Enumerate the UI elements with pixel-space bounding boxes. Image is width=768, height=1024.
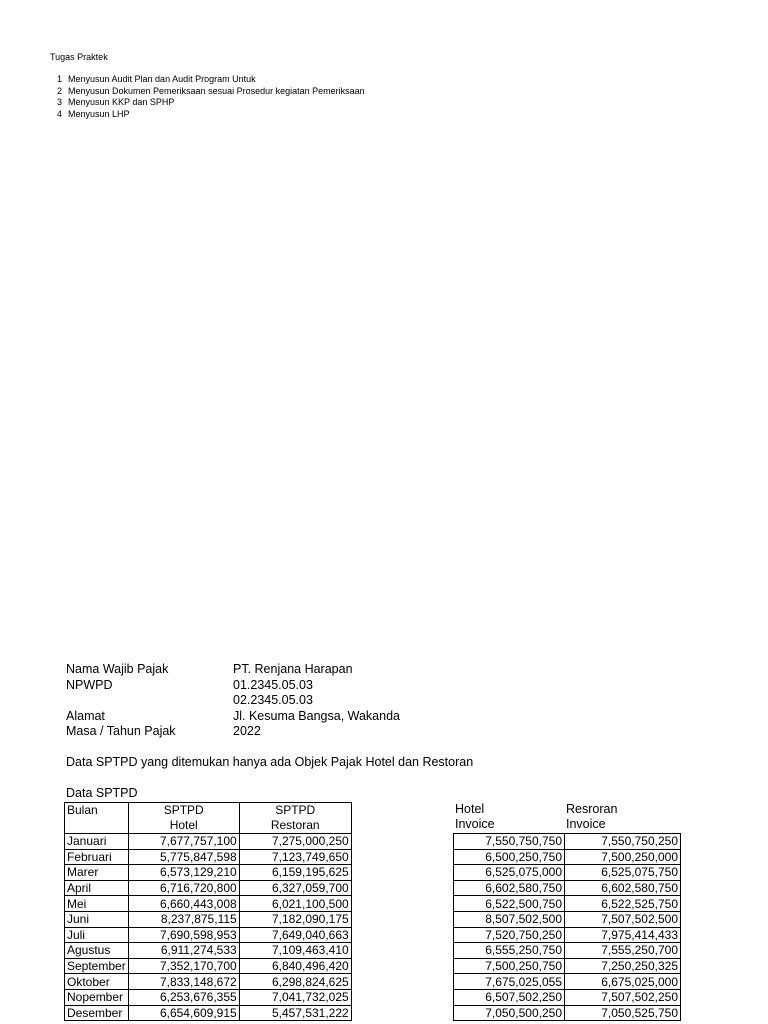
task-text: Menyusun LHP — [68, 108, 130, 119]
alamat-label: Alamat — [66, 709, 105, 723]
nama-wajib-pajak-label: Nama Wajib Pajak — [66, 662, 169, 676]
hotel-cell: 8,237,875,115 — [128, 911, 239, 927]
invoice-hotel-cell: 7,675,025,055 — [454, 974, 565, 990]
hotel-cell: 6,911,274,533 — [128, 943, 239, 959]
hotel-cell: 7,677,757,100 — [128, 834, 239, 850]
month-cell: Marer — [65, 865, 129, 881]
npwpd-label: NPWPD — [66, 678, 113, 692]
month-cell: Agustus — [65, 943, 129, 959]
header-sptpd-hotel-line2: Hotel — [169, 818, 198, 832]
month-cell: Juli — [65, 927, 129, 943]
invoice-resto-cell: 7,050,525,750 — [565, 1005, 681, 1021]
invoice-resto-cell: 7,250,250,325 — [565, 958, 681, 974]
masa-tahun-pajak-label: Masa / Tahun Pajak — [66, 724, 176, 738]
table-row — [65, 989, 352, 1005]
task-number: 3 — [56, 97, 62, 107]
restoran-cell: 7,182,090,175 — [239, 911, 351, 927]
table-row — [65, 974, 352, 990]
invoice-resto-cell: 6,525,075,750 — [565, 865, 681, 881]
header-sptpd-restoran-line2: Restoran — [270, 818, 320, 832]
restoran-cell: 7,123,749,650 — [239, 849, 351, 865]
task-item — [50, 74, 365, 86]
table-row — [454, 849, 681, 865]
invoice-resto-cell: 7,555,250,700 — [565, 943, 681, 959]
restoran-cell: 7,041,732,025 — [239, 989, 351, 1005]
task-text: Menyusun KKP dan SPHP — [68, 97, 175, 107]
restoran-cell: 6,327,059,700 — [239, 880, 351, 896]
table-row — [65, 896, 352, 912]
table-row — [454, 974, 681, 990]
header-sptpd-hotel — [128, 803, 239, 834]
invoice-hotel-cell: 7,520,750,250 — [454, 927, 565, 943]
invoice-table — [453, 833, 681, 1021]
table-row — [65, 849, 352, 865]
table-row — [65, 958, 352, 974]
month-cell: September — [65, 958, 129, 974]
invoice-resto-cell: 7,500,250,000 — [565, 849, 681, 865]
restoran-cell: 7,109,463,410 — [239, 943, 351, 959]
invoice-hotel-cell: 6,602,580,750 — [454, 880, 565, 896]
invoice-hotel-header-line2: Invoice — [455, 817, 495, 831]
task-item — [50, 97, 365, 109]
invoice-resto-cell: 7,550,750,250 — [565, 834, 681, 850]
header-sptpd-hotel-line1: SPTPD — [163, 803, 204, 817]
invoice-hotel-cell: 6,525,075,000 — [454, 865, 565, 881]
hotel-cell: 6,654,609,915 — [128, 1005, 239, 1021]
month-cell: Desember — [65, 1005, 129, 1021]
hotel-cell: 6,716,720,800 — [128, 880, 239, 896]
sptpd-table — [64, 802, 352, 1021]
task-number: 1 — [56, 74, 62, 84]
invoice-resto-header-line1: Resroran — [566, 802, 618, 816]
nama-wajib-pajak-value: PT. Renjana Harapan — [233, 662, 353, 676]
task-text: Menyusun Audit Plan dan Audit Program Untuk — [68, 74, 256, 84]
invoice-hotel-cell: 6,507,502,250 — [454, 989, 565, 1005]
table-row — [454, 958, 681, 974]
invoice-hotel-cell: 7,550,750,750 — [454, 834, 565, 850]
table-row — [454, 865, 681, 881]
hotel-cell: 7,352,170,700 — [128, 958, 239, 974]
npwpd-value-2: 02.2345.05.03 — [233, 693, 313, 707]
alamat-value: Jl. Kesuma Bangsa, Wakanda — [233, 709, 400, 723]
table-row — [65, 880, 352, 896]
sptpd-note: Data SPTPD yang ditemukan hanya ada Objek Pajak Hotel dan Restoran — [66, 755, 474, 769]
table-row — [454, 989, 681, 1005]
tugas-title: Tugas Praktek — [50, 52, 108, 62]
invoice-hotel-cell: 6,522,500,750 — [454, 896, 565, 912]
sptpd-title: Data SPTPD — [66, 786, 138, 800]
table-row — [65, 865, 352, 881]
hotel-cell: 6,660,443,008 — [128, 896, 239, 912]
invoice-resto-cell: 7,975,414,433 — [565, 927, 681, 943]
invoice-resto-cell: 7,507,502,250 — [565, 989, 681, 1005]
table-row — [454, 1005, 681, 1021]
restoran-cell: 6,298,824,625 — [239, 974, 351, 990]
restoran-cell: 7,649,040,663 — [239, 927, 351, 943]
table-row — [454, 880, 681, 896]
masa-tahun-pajak-value: 2022 — [233, 724, 261, 738]
table-row — [65, 1005, 352, 1021]
table-row — [65, 927, 352, 943]
invoice-hotel-cell: 6,555,250,750 — [454, 943, 565, 959]
invoice-hotel-cell: 8,507,502,500 — [454, 911, 565, 927]
table-row — [454, 927, 681, 943]
month-cell: Januari — [65, 834, 129, 850]
table-row — [65, 911, 352, 927]
header-bulan: Bulan — [65, 803, 129, 834]
invoice-hotel-cell: 7,050,500,250 — [454, 1005, 565, 1021]
task-item — [50, 109, 365, 121]
invoice-hotel-header-line1: Hotel — [455, 802, 485, 816]
restoran-cell: 6,159,195,625 — [239, 865, 351, 881]
invoice-hotel-cell: 7,500,250,750 — [454, 958, 565, 974]
invoice-resto-cell: 7,507,502,500 — [565, 911, 681, 927]
task-text: Menyusun Dokumen Pemeriksaan sesuai Prosedur kegiatan Pemeriksaan — [68, 85, 365, 96]
sptpd-header-row — [65, 803, 352, 834]
table-row — [65, 834, 352, 850]
header-sptpd-restoran — [239, 803, 351, 834]
table-row — [454, 943, 681, 959]
table-row — [454, 896, 681, 912]
table-row — [454, 911, 681, 927]
invoice-hotel-cell: 6,500,250,750 — [454, 849, 565, 865]
task-list — [50, 74, 365, 120]
month-cell: Februari — [65, 849, 129, 865]
month-cell: Mei — [65, 896, 129, 912]
month-cell: Oktober — [65, 974, 129, 990]
table-row — [65, 943, 352, 959]
task-number: 4 — [56, 108, 62, 119]
hotel-cell: 7,833,148,672 — [128, 974, 239, 990]
restoran-cell: 5,457,531,222 — [239, 1005, 351, 1021]
invoice-resto-header-line2: Invoice — [566, 817, 606, 831]
month-cell: Juni — [65, 911, 129, 927]
npwpd-value-1: 01.2345.05.03 — [233, 678, 313, 692]
table-row — [454, 834, 681, 850]
month-cell: Nopember — [65, 989, 129, 1005]
restoran-cell: 6,840,496,420 — [239, 958, 351, 974]
hotel-cell: 7,690,598,953 — [128, 927, 239, 943]
hotel-cell: 5,775,847,598 — [128, 849, 239, 865]
month-cell: April — [65, 880, 129, 896]
task-item — [50, 86, 365, 98]
hotel-cell: 6,253,676,355 — [128, 989, 239, 1005]
restoran-cell: 6,021,100,500 — [239, 896, 351, 912]
invoice-resto-cell: 6,675,025,000 — [565, 974, 681, 990]
invoice-resto-cell: 6,522,525,750 — [565, 896, 681, 912]
restoran-cell: 7,275,000,250 — [239, 834, 351, 850]
invoice-resto-cell: 6,602,580,750 — [565, 880, 681, 896]
header-sptpd-restoran-line1: SPTPD — [275, 803, 316, 817]
hotel-cell: 6,573,129,210 — [128, 865, 239, 881]
task-number: 2 — [56, 85, 62, 96]
